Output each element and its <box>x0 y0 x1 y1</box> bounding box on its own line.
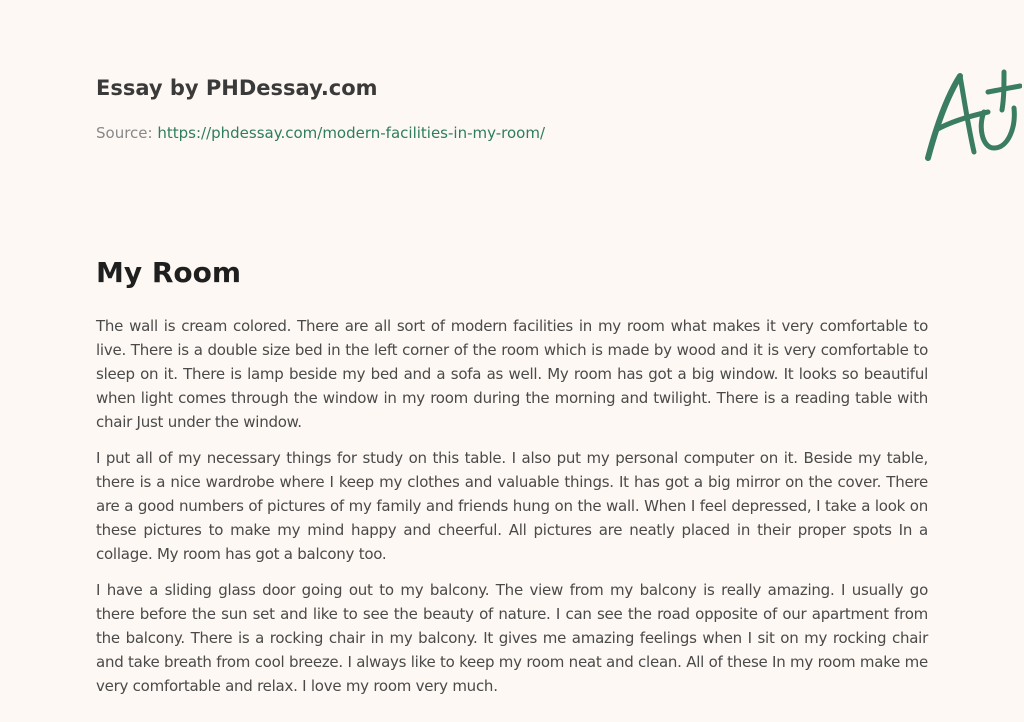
source-line <box>96 124 545 142</box>
essay-paragraph: I have a sliding glass door going out to my balcony. The view from my balcony is really amazing. I usually go there before the sun set and like to see the beauty of nature. I can see the road opposite of our apartment from the balcony. There is a rocking chair in my balcony. It gives me amazing feelings when I sit on my rocking chair and take breath from cool breeze. I always like to keep my room neat and clean. All of these In my room make me very comfortable and relax. I love my room very much. <box>96 581 928 695</box>
site-title: Essay by PHDessay.com <box>96 76 378 100</box>
source-label: Source: <box>96 124 153 142</box>
essay-paragraph: The wall is cream colored. There are all sort of modern facilities in my room what makes it very comfortable to live. There is a double size bed in the left corner of the room which is made by wood and it is very comfortable to sleep on it. There is lamp beside my bed and a sofa as well. My room has got a big window. It looks so beautiful when light comes through the window in my room during the morning and twilight. There is a reading table with chair Just under the window. <box>96 317 928 431</box>
source-link[interactable]: https://phdessay.com/modern-facilities-in-my-room/ <box>157 124 545 142</box>
essay-body <box>96 314 928 710</box>
a-plus-logo-icon <box>918 68 1022 164</box>
essay-paragraph: I put all of my necessary things for study on this table. I also put my personal computer on it. Beside my table, there is a nice wardrobe where I keep my clothes and valuable things. It has got a big mirror on the cover. There are a good numbers of pictures of my family and friends hung on the wall. When I feel depressed, I take a look on these pictures to make my mind happy and cheerful. All pictures are neatly placed in their proper spots In a collage. My room has got a balcony too. <box>96 449 928 563</box>
essay-title: My Room <box>96 256 242 289</box>
